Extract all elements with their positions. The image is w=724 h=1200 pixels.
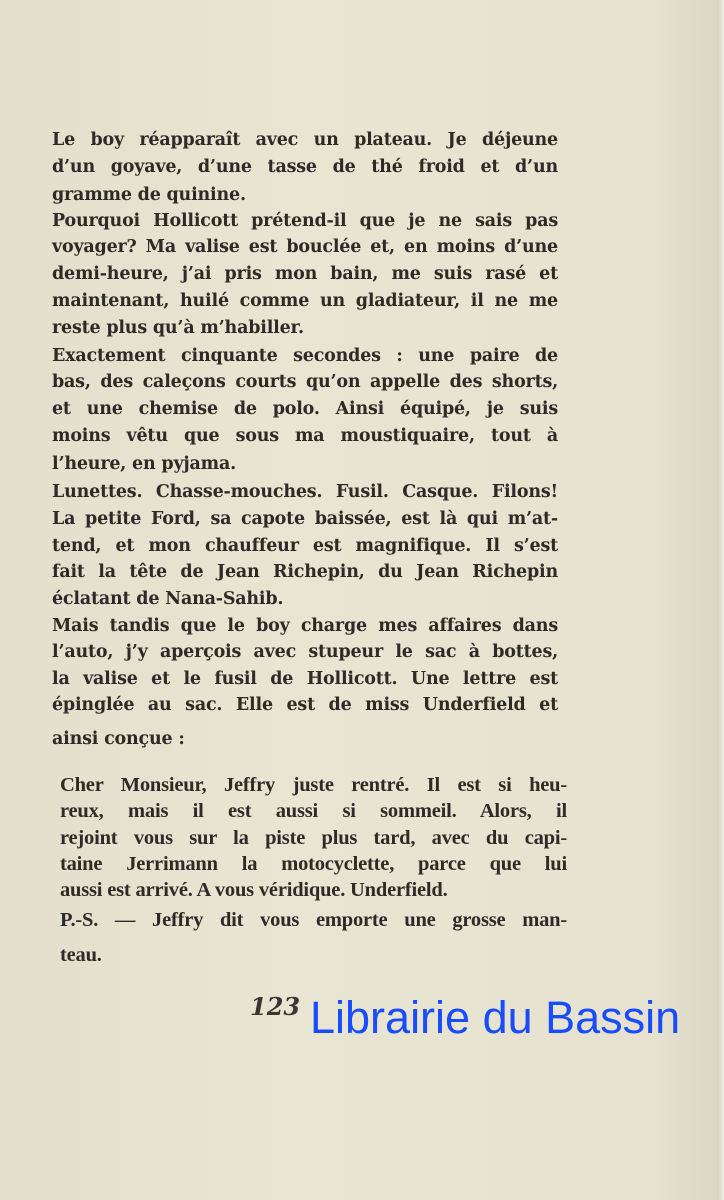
body-line: demi-heure, j’ai pris mon bain, me suis rasé et <box>52 264 558 284</box>
body-line: Lunettes. Chasse-mouches. Fusil. Casque. Filons! <box>52 482 558 502</box>
letter-line: rejoint vous sur la piste plus tard, avec du capi- <box>60 827 567 849</box>
body-line: tend, et mon chauffeur est magnifique. Il s’est <box>52 536 558 556</box>
letter-line: reux, mais il est aussi si sommeil. Alors, il <box>60 800 567 822</box>
body-line: moins vêtu que sous ma moustiquaire, tout à <box>52 426 558 446</box>
body-line: Exactement cinquante secondes : une paire de <box>52 346 558 366</box>
body-line: reste plus qu’à m’habiller. <box>52 318 304 338</box>
body-line: Mais tandis que le boy charge mes affaires dans <box>52 616 558 636</box>
body-line: Le boy réapparaît avec un plateau. Je déjeune <box>52 130 558 150</box>
watermark: Librairie du Bassin <box>310 992 681 1043</box>
body-line: éclatant de Nana-Sahib. <box>52 589 284 609</box>
body-line: l’auto, j’y aperçois avec stupeur le sac à bottes, <box>52 642 558 662</box>
body-line: Pourquoi Hollicott prétend-il que je ne sais pas <box>52 211 558 231</box>
page-edge <box>718 0 724 1200</box>
body-line: l’heure, en pyjama. <box>52 454 237 474</box>
letter-line: teau. <box>60 944 102 966</box>
body-line: maintenant, huilé comme un gladiateur, il ne me <box>52 291 558 311</box>
letter-line: aussi est arrivé. A vous véridique. Underfield. <box>60 879 448 901</box>
body-line: La petite Ford, sa capote baissée, est là qui m’at- <box>52 509 558 529</box>
body-line: voyager? Ma valise est bouclée et, en moins d’une <box>52 237 558 257</box>
body-line: d’un goyave, d’une tasse de thé froid et d’un <box>52 157 558 177</box>
body-line: ainsi conçue : <box>52 729 185 749</box>
body-line: la valise et le fusil de Hollicott. Une lettre est <box>52 669 558 689</box>
letter-line: taine Jerrimann la motocyclette, parce que lui <box>60 853 567 875</box>
letter-line: Cher Monsieur, Jeffry juste rentré. Il est si heu- <box>60 774 567 796</box>
body-line: gramme de quinine. <box>52 185 246 205</box>
body-line: bas, des caleçons courts qu’on appelle des shorts, <box>52 372 558 392</box>
page-number: 123 <box>250 992 301 1021</box>
body-line: fait la tête de Jean Richepin, du Jean Richepin <box>52 562 558 582</box>
body-line: épinglée au sac. Elle est de miss Underfield et <box>52 695 558 715</box>
body-line: et une chemise de polo. Ainsi équipé, je suis <box>52 399 558 419</box>
letter-line: P.-S. — Jeffry dit vous emporte une grosse man- <box>60 909 567 931</box>
